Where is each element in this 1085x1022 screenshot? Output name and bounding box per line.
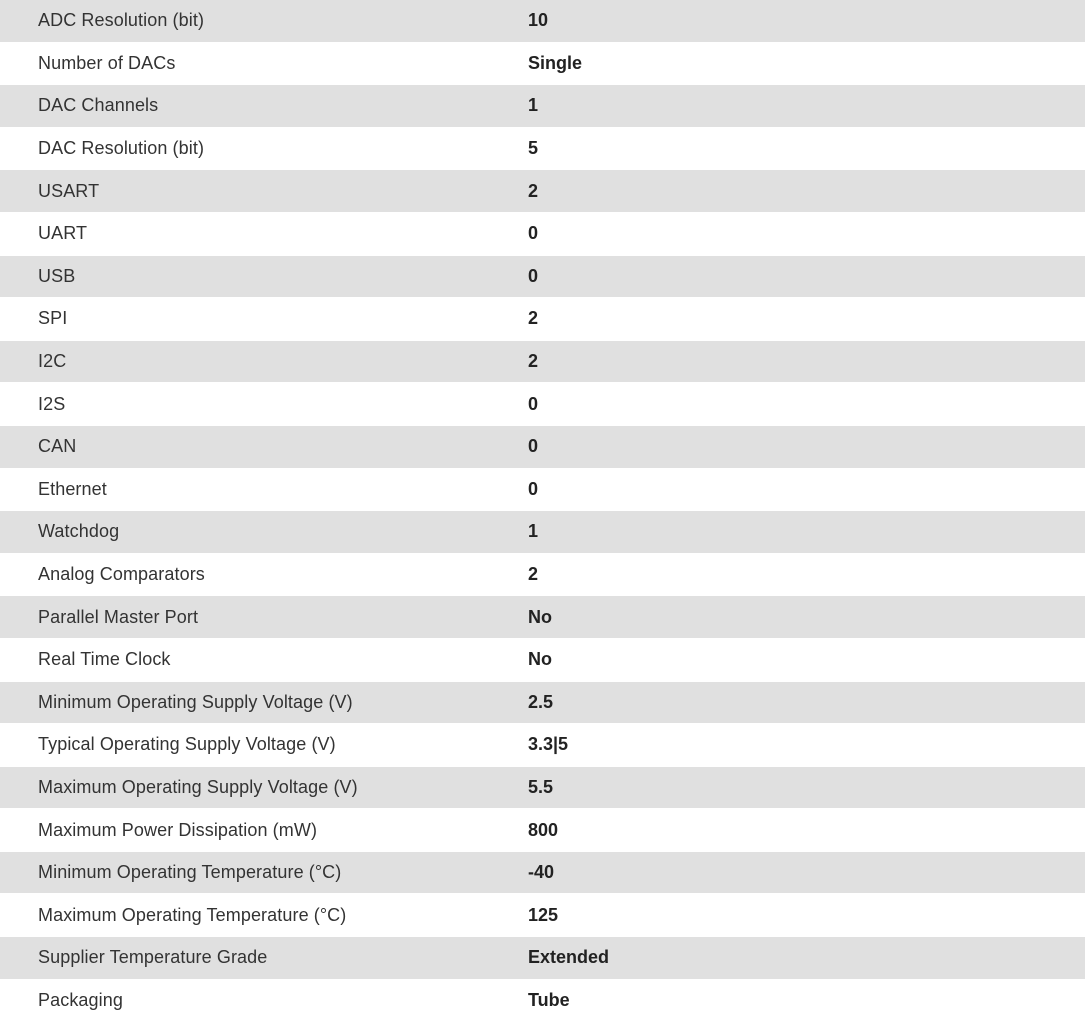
spec-value: 10 bbox=[528, 10, 549, 31]
spec-row-dac-resolution bbox=[0, 128, 1085, 171]
spec-value: 2 bbox=[528, 351, 539, 372]
spec-value: 3.3|5 bbox=[528, 734, 569, 755]
spec-value: 5.5 bbox=[528, 776, 554, 797]
spec-label: Real Time Clock bbox=[38, 649, 171, 670]
spec-row-min-operating-temperature bbox=[0, 852, 1085, 895]
spec-value: 0 bbox=[528, 223, 539, 244]
spec-value: Tube bbox=[528, 989, 570, 1010]
spec-value: 2.5 bbox=[528, 691, 554, 712]
spec-label: Watchdog bbox=[38, 521, 120, 542]
spec-label: UART bbox=[38, 223, 88, 244]
spec-value: 2 bbox=[528, 180, 539, 201]
spec-value: 1 bbox=[528, 521, 539, 542]
spec-row-analog-comparators bbox=[0, 554, 1085, 597]
spec-value: -40 bbox=[528, 862, 555, 883]
spec-value: 5 bbox=[528, 138, 539, 159]
spec-value: No bbox=[528, 606, 552, 627]
spec-label: Minimum Operating Supply Voltage (V) bbox=[38, 691, 353, 712]
spec-row-usart bbox=[0, 170, 1085, 213]
spec-label: Maximum Operating Temperature (°C) bbox=[38, 904, 347, 925]
spec-label: Packaging bbox=[38, 989, 123, 1010]
spec-row-parallel-master-port bbox=[0, 596, 1085, 639]
spec-label: Supplier Temperature Grade bbox=[38, 947, 268, 968]
spec-row-max-supply-voltage bbox=[0, 767, 1085, 810]
spec-value: 0 bbox=[528, 436, 539, 457]
spec-value: Single bbox=[528, 52, 583, 73]
spec-label: Ethernet bbox=[38, 478, 107, 499]
spec-value: Extended bbox=[528, 947, 610, 968]
spec-label: DAC Resolution (bit) bbox=[38, 138, 205, 159]
spec-row-dac-channels bbox=[0, 85, 1085, 128]
spec-row-max-power-dissipation bbox=[0, 809, 1085, 852]
spec-row-real-time-clock bbox=[0, 639, 1085, 682]
spec-label: Minimum Operating Temperature (°C) bbox=[38, 862, 342, 883]
spec-row-supplier-temperature-grade bbox=[0, 937, 1085, 980]
spec-value: 1 bbox=[528, 95, 539, 116]
spec-label: Number of DACs bbox=[38, 52, 176, 73]
spec-label: USART bbox=[38, 180, 100, 201]
spec-row-typical-supply-voltage bbox=[0, 724, 1085, 767]
spec-label: CAN bbox=[38, 436, 77, 457]
spec-label: USB bbox=[38, 265, 76, 286]
spec-row-i2s bbox=[0, 383, 1085, 426]
spec-value: 125 bbox=[528, 904, 559, 925]
spec-value: 2 bbox=[528, 564, 539, 585]
spec-label: Parallel Master Port bbox=[38, 606, 199, 627]
spec-label: I2S bbox=[38, 393, 66, 414]
spec-value: No bbox=[528, 649, 552, 670]
spec-label: DAC Channels bbox=[38, 95, 159, 116]
spec-label: Maximum Operating Supply Voltage (V) bbox=[38, 776, 358, 797]
spec-row-spi bbox=[0, 298, 1085, 341]
spec-label: Maximum Power Dissipation (mW) bbox=[38, 819, 318, 840]
spec-label: SPI bbox=[38, 308, 68, 329]
spec-value: 0 bbox=[528, 478, 539, 499]
spec-label: Analog Comparators bbox=[38, 564, 205, 585]
spec-row-watchdog bbox=[0, 511, 1085, 554]
spec-value: 800 bbox=[528, 819, 559, 840]
spec-label: Typical Operating Supply Voltage (V) bbox=[38, 734, 336, 755]
spec-row-min-supply-voltage bbox=[0, 682, 1085, 725]
spec-row-can bbox=[0, 426, 1085, 469]
spec-row-i2c bbox=[0, 341, 1085, 384]
spec-label: ADC Resolution (bit) bbox=[38, 10, 205, 31]
spec-value: 2 bbox=[528, 308, 539, 329]
spec-row-max-operating-temperature bbox=[0, 894, 1085, 937]
spec-value: 0 bbox=[528, 393, 539, 414]
spec-row-packaging bbox=[0, 980, 1085, 1022]
spec-row-number-of-dacs bbox=[0, 43, 1085, 86]
spec-label: I2C bbox=[38, 351, 67, 372]
spec-row-usb bbox=[0, 256, 1085, 299]
spec-row-ethernet bbox=[0, 469, 1085, 512]
spec-row-adc-resolution bbox=[0, 0, 1085, 43]
spec-value: 0 bbox=[528, 265, 539, 286]
spec-row-uart bbox=[0, 213, 1085, 256]
